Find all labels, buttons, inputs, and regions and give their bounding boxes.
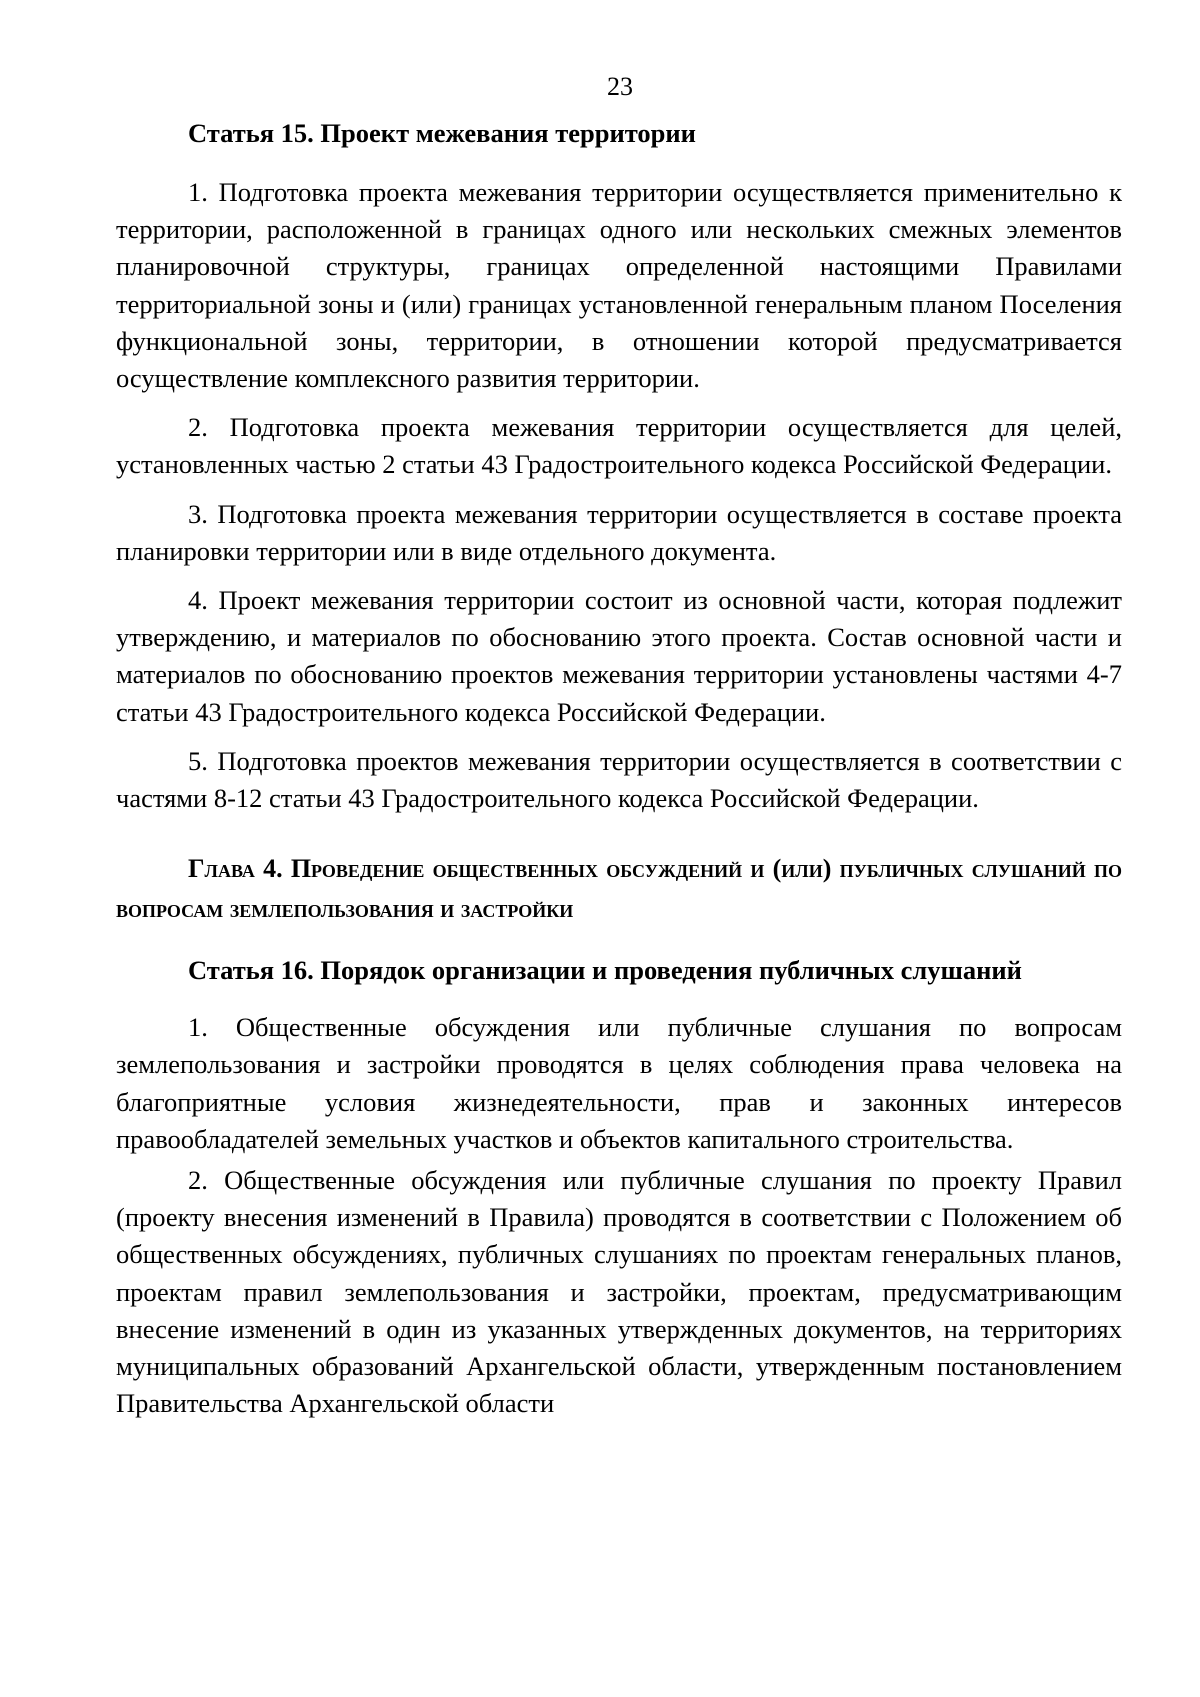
article-15-paragraph-4: 4. Проект межевания территории состоит из основной части, которая подлежит утверждению, и материалов по обоснованию этого проекта. Состав основной части и материалов по обоснованию проектов межевания территории установлены частями 4-7 статьи 43 Градостроительного кодекса Российской Федерации. xyxy=(116,585,1122,727)
article-15-paragraph-2: 2. Подготовка проекта межевания территории осуществляется для целей, установленных частью 2 статьи 43 Градостроительного кодекса Российской Федерации. xyxy=(116,412,1122,480)
page-number: 23 xyxy=(607,72,633,101)
article-16-title: Статья 16. Порядок организации и проведения публичных слушаний xyxy=(188,955,1022,986)
article-15-paragraph-5: 5. Подготовка проектов межевания территории осуществляется в соответствии с частями 8-12 статьи 43 Градостроительного кодекса Российской Федерации. xyxy=(116,745,1122,814)
page-content xyxy=(116,114,1122,1434)
article-15-paragraph-1: 1. Подготовка проекта межевания территории осуществляется применительно к территории, расположенной в границах одного или нескольких смежных элементов планировочной структуры, границах определенной настоящими Правилами территориальной зоны и (или) границах установленной генеральным планом Поселения функциональной зоны, территории, в отношении которой предусматривается осуществление комплексного развития территории. xyxy=(116,177,1122,394)
article-16-paragraph-1: 1. Общественные обсуждения или публичные слушания по вопросам землепользования и застройки проводятся в целях соблюдения права человека на благоприятные условия жизнедеятельности, прав и законных интересов правообладателей земельных участков и объектов капитального строительства. xyxy=(116,1012,1122,1154)
article-15-paragraph-3: 3. Подготовка проекта межевания территории осуществляется в составе проекта планировки территории или в виде отдельного документа. xyxy=(116,498,1122,566)
chapter-4-title: Глава 4. Проведение общественных обсуждений и (или) публичных слушаний по вопросам землепользования и застройки xyxy=(116,854,1122,924)
article-15-title: Статья 15. Проект межевания территории xyxy=(188,118,696,148)
article-16-paragraph-2: 2. Общественные обсуждения или публичные слушания по проекту Правил (проекту внесения изменений в Правила) проводятся в соответствии с Положением об общественных обсуждениях, публичных слушаниях по проектам генеральных планов, проектам правил землепользования и застройки, проектам, предусматривающим внесение изменений в один из указанных утвержденных документов, на территориях муниципальных образований Архангельской области, утвержденным постановлением Правительства Архангельской области xyxy=(116,1165,1122,1419)
